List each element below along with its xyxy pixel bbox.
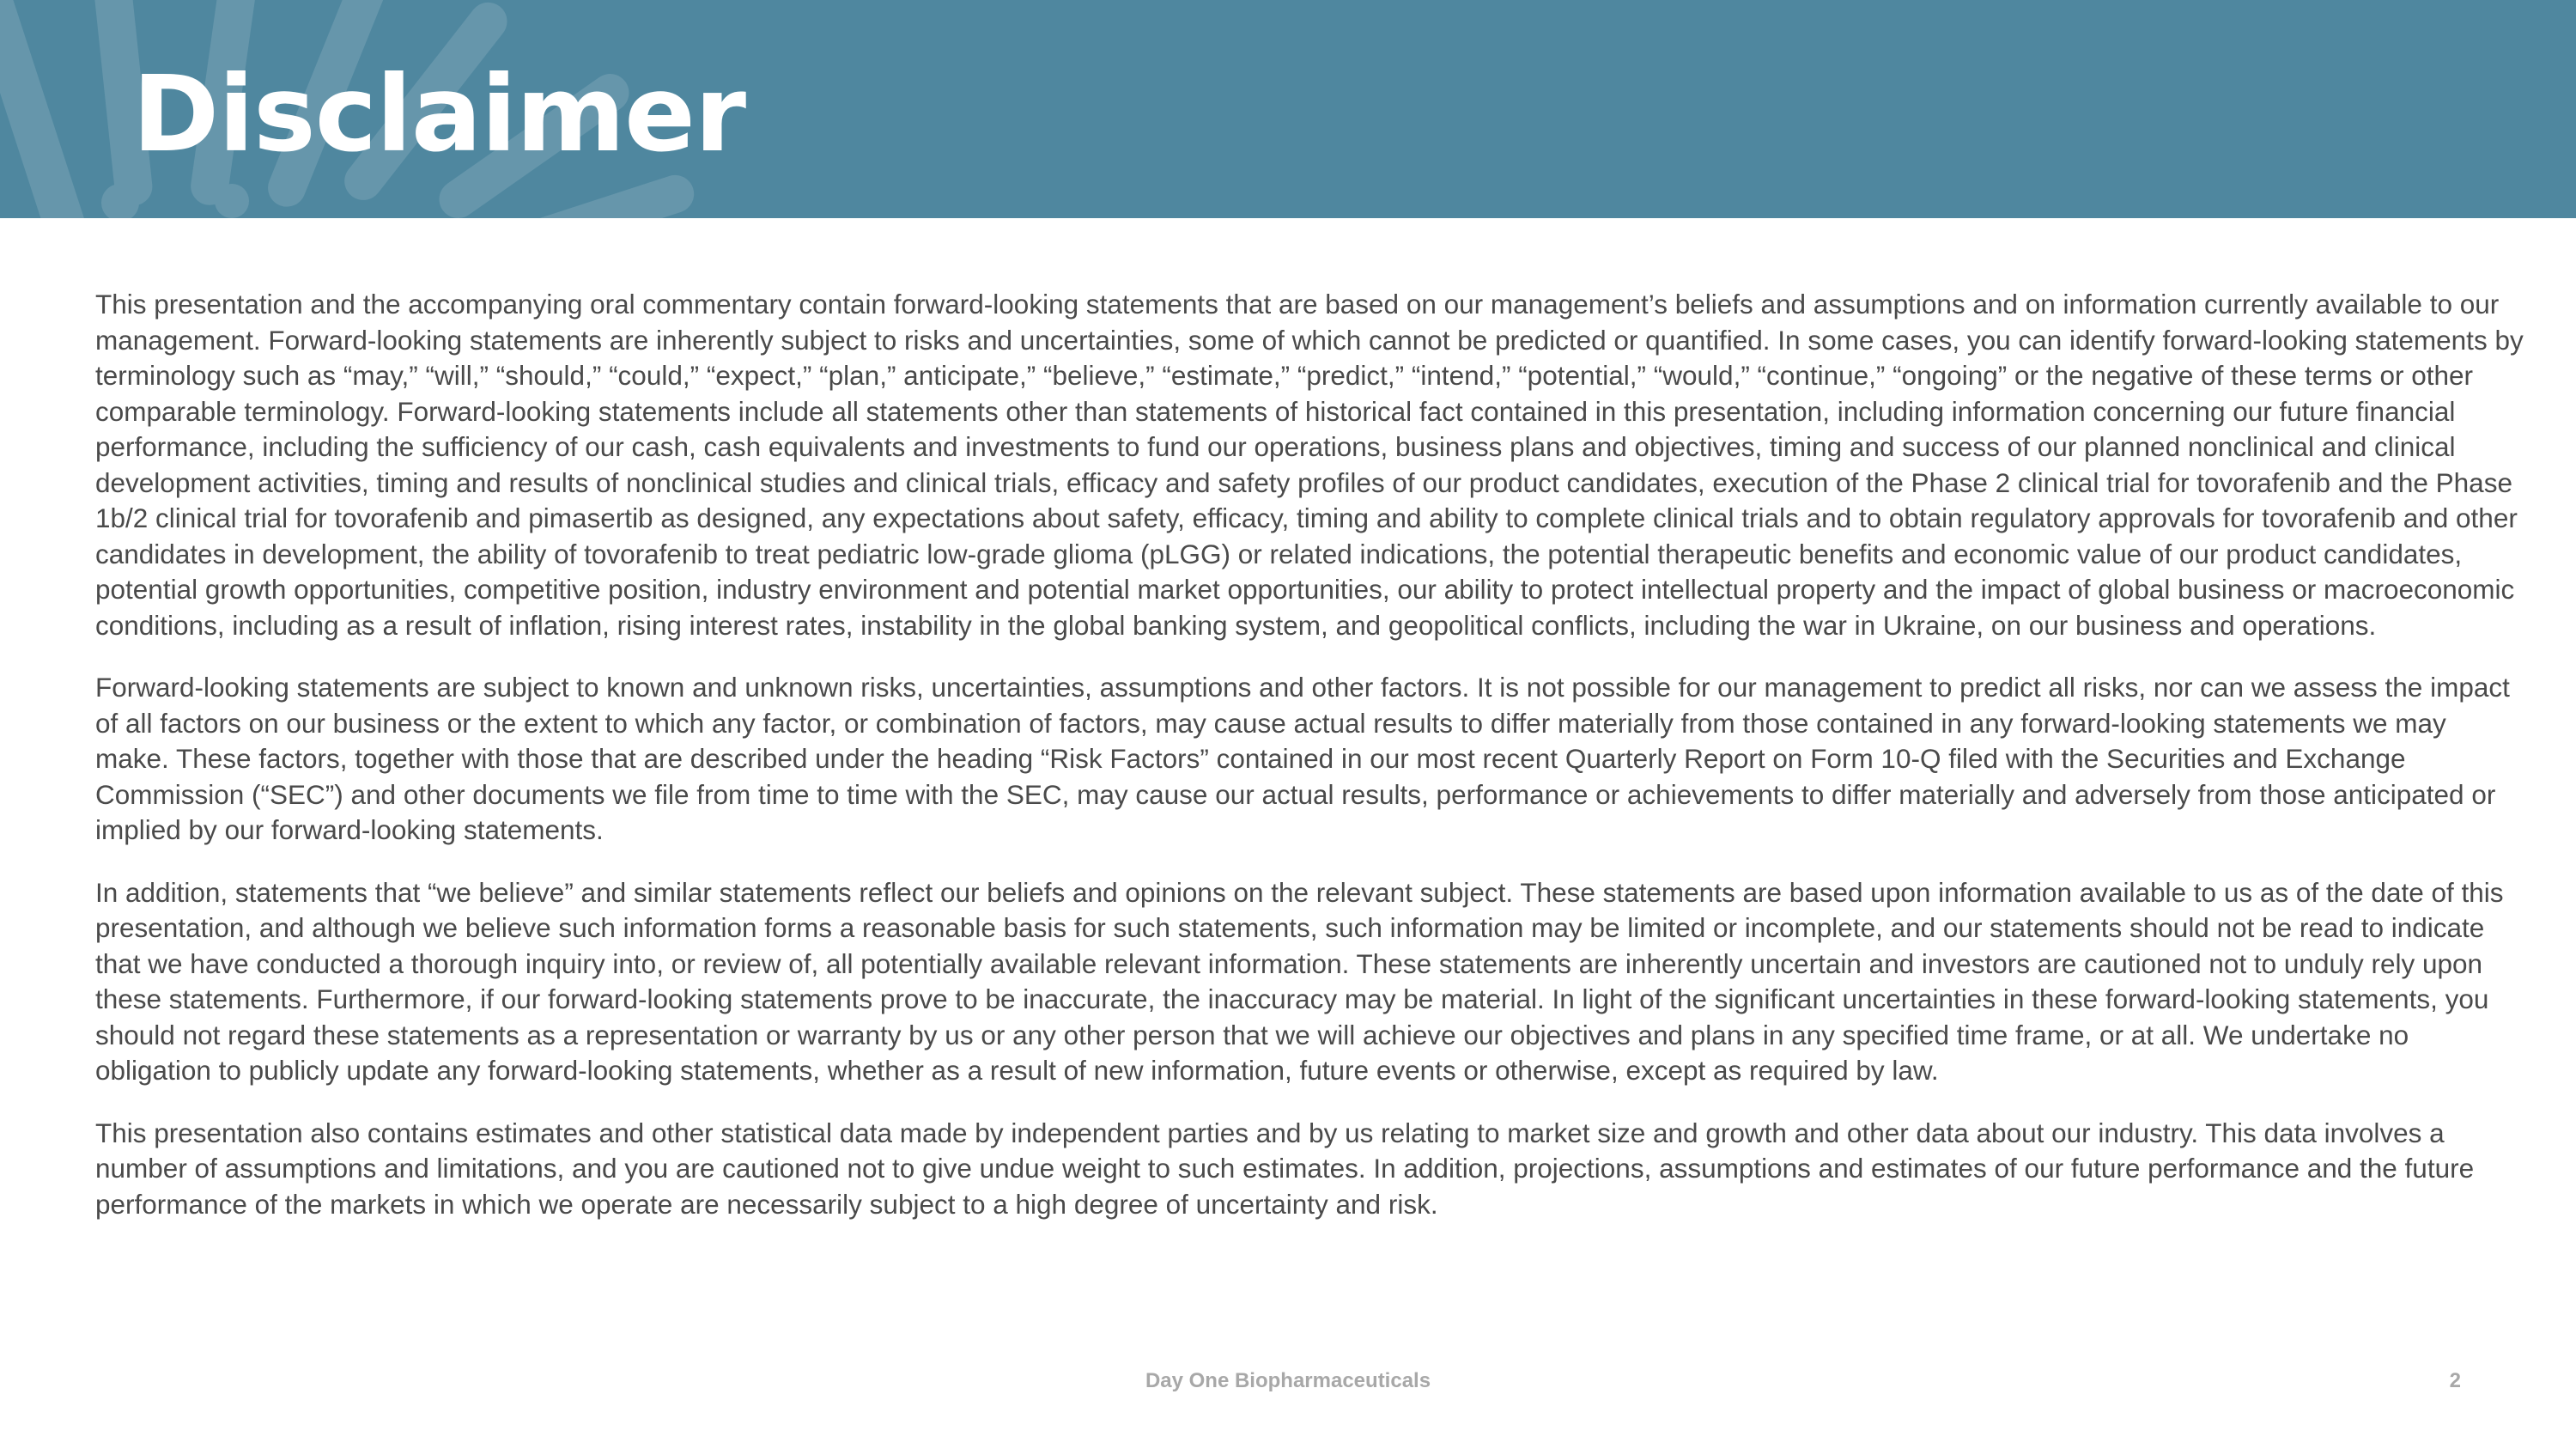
disclaimer-paragraph: This presentation also contains estimates and other statistical data made by independent parties and by us relating to market size and growth and other data about our industry. This data involves a number of assumptions and limitations, and you are cautioned not to give undue weight to such estimates. In addition, projections, assumptions and estimates of our future performance and the future performance of the markets in which we operate are necessarily subject to a high degree of uncertainty and risk. xyxy=(95,1117,2475,1220)
disclaimer-paragraph: In addition, statements that “we believe” and similar statements reflect our beliefs and opinions on the relevant subject. These statements are based upon information available to us as of the date of this presentation, and although we believe such information forms a reasonable basis for such statements, such information may be limited or incomplete, and our statements should not be read to indicate that we have conducted a thorough inquiry into, or review of, all potentially available relevant information. These statements are inherently uncertain and investors are cautioned not to unduly rely upon these statements. Furthermore, if our forward-looking statements prove to be inaccurate, the inaccuracy may be material. In light of the significant uncertainties in these forward-looking statements, you should not regard these statements as a representation or warranty by us or any other person that we will achieve our objectives and plans in any specified time frame, or at all. We undertake no obligation to publicly update any forward-looking statements, whether as a result of new information, future events or otherwise, except as required by law. xyxy=(95,876,2504,1086)
slide-title: Disclaimer xyxy=(132,53,746,175)
disclaimer-paragraph: Forward-looking statements are subject to known and unknown risks, uncertainties, assumptions and other factors. It is not possible for our management to predict all risks, nor can we assess the impact of all factors on our business or the extent to which any factor, or combination of factors, may cause actual results to differ materially from those contained in any forward-looking statements we may make. These factors, together with those that are described under the heading “Risk Factors” contained in our most recent Quarterly Report on Form 10-Q filed with the Securities and Exchange Commission (“SEC”) and other documents we file from time to time with the SEC, may cause our actual results, performance or achievements to differ materially and adversely from those anticipated or implied by our forward-looking statements. xyxy=(95,672,2510,845)
footer-company-name: Day One Biopharmaceuticals xyxy=(1145,1369,1431,1392)
title-banner xyxy=(0,0,2576,218)
page-number: 2 xyxy=(2449,1369,2461,1392)
disclaimer-body xyxy=(95,287,2525,1249)
disclaimer-paragraph: This presentation and the accompanying oral commentary contain forward-looking statements that are based on our management’s beliefs and assumptions and on information currently available to our management. Forward-looking statements are inherently subject to risks and uncertainties, some of which cannot be predicted or quantified. In some cases, you can identify forward-looking statements by terminology such as “may,” “will,” “should,” “could,” “expect,” “plan,” anticipate,” “believe,” “estimate,” “predict,” “intend,” “potential,” “would,” “continue,” “ongoing” or the negative of these terms or other comparable terminology. Forward-looking statements include all statements other than statements of historical fact contained in this presentation, including information concerning our future financial performance, including the sufficiency of our cash, cash equivalents and investments to fund our operations, business plans and objectives, timing and success of our planned nonclinical and clinical development activities, timing and results of nonclinical studies and clinical trials, efficacy and safety profiles of our product candidates, execution of the Phase 2 clinical trial for tovorafenib and the Phase 1b/2 clinical trial for tovorafenib and pimasertib as designed, any expectations about safety, efficacy, timing and ability to complete clinical trials and to obtain regulatory approvals for tovorafenib and other candidates in development, the ability of tovorafenib to treat pediatric low-grade glioma (pLGG) or related indications, the potential therapeutic benefits and economic value of our product candidates, potential growth opportunities, competitive position, industry environment and potential market opportunities, our ability to protect intellectual property and the impact of global business or macroeconomic conditions, including as a result of inflation, rising interest rates, instability in the global banking system, and geopolitical conflicts, including the war in Ukraine, on our business and operations. xyxy=(95,289,2524,641)
